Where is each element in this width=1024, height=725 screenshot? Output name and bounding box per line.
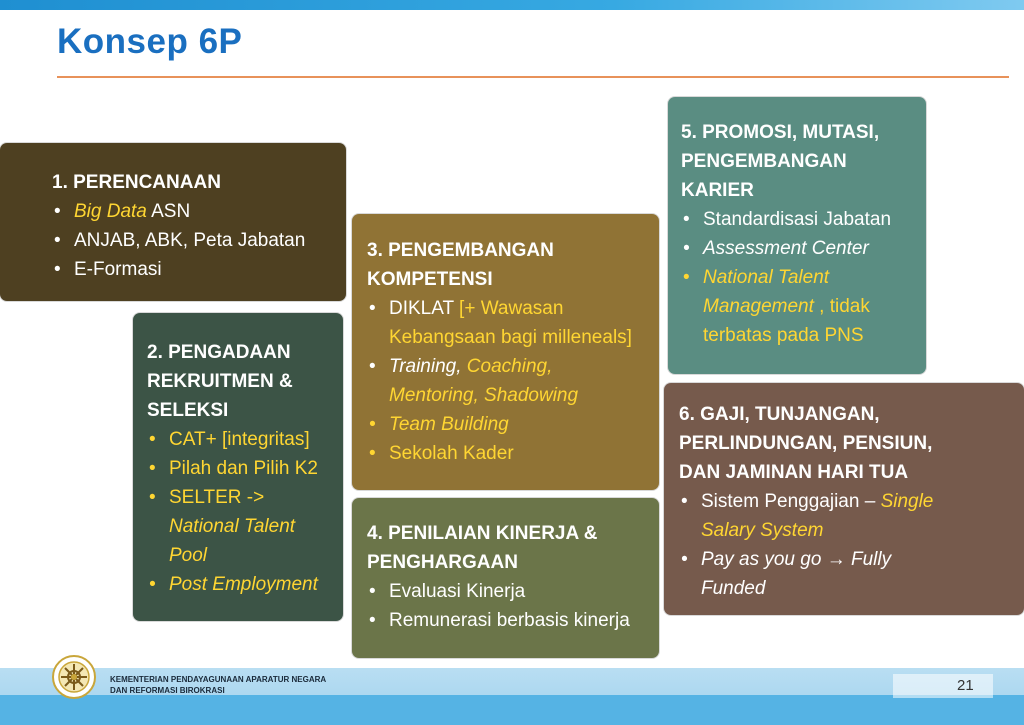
heading-line: KARIER — [681, 180, 754, 201]
ministry-line: KEMENTERIAN PENDAYAGUNAAN APARATUR NEGARA — [110, 675, 327, 684]
ministry-logo-icon — [52, 655, 96, 699]
list-item — [52, 197, 346, 226]
list-item: • Remunerasi berbasis kinerja — [367, 606, 659, 635]
list-item — [367, 294, 659, 352]
highlight-text: Mentoring, Shadowing — [389, 385, 579, 406]
highlight-text: Coaching, — [466, 356, 553, 377]
top-accent-bar — [0, 0, 1024, 10]
list-item: • Pilah dan Pilih K2 — [147, 454, 343, 483]
heading-line: PERLINDUNGAN, PENSIUN, — [679, 433, 933, 454]
box-heading — [147, 338, 343, 425]
item-text: Pool — [169, 545, 208, 566]
box-heading — [367, 236, 659, 294]
heading-line: 3. PENGEMBANGAN — [367, 240, 554, 261]
bullet-list — [52, 197, 346, 284]
bullet-list — [679, 487, 1024, 603]
list-item — [679, 487, 1024, 545]
heading-line: 2. PENGADAAN — [147, 342, 291, 363]
heading-line: 5. PROMOSI, MUTASI, — [681, 122, 880, 143]
list-item — [147, 483, 343, 570]
item-text: terbatas pada PNS — [703, 325, 864, 346]
heading-line: KOMPETENSI — [367, 269, 493, 290]
list-item: • E-Formasi — [52, 255, 346, 284]
highlight-text: Management — [703, 296, 814, 317]
box-pengembangan-kompetensi — [352, 214, 659, 490]
list-item — [681, 263, 926, 350]
highlight-text: • National Talent — [703, 267, 830, 288]
list-item: • Post Employment — [147, 570, 343, 599]
list-item: • ANJAB, ABK, Peta Jabatan — [52, 226, 346, 255]
heading-line: PENGHARGAAN — [367, 552, 518, 573]
list-item — [679, 545, 1024, 603]
bullet-list — [147, 425, 343, 599]
list-item: • Evaluasi Kinerja — [367, 577, 659, 606]
ministry-line: DAN REFORMASI BIROKRASI — [110, 686, 225, 695]
heading-line: REKRUITMEN & — [147, 371, 293, 392]
title-divider — [57, 76, 1009, 78]
list-item: • Sekolah Kader — [367, 439, 659, 468]
page-number: 21 — [957, 677, 974, 694]
item-text: Pay as you go — [701, 549, 827, 570]
item-text: Sistem Penggajian – — [701, 491, 881, 512]
box-heading — [679, 400, 1024, 487]
item-text: National Talent — [169, 516, 296, 537]
box-perencanaan — [0, 143, 346, 301]
heading-line: 6. GAJI, TUNJANGAN, — [679, 404, 880, 425]
box-heading — [367, 519, 659, 577]
item-text: Funded — [701, 578, 766, 599]
list-item: • Standardisasi Jabatan — [681, 205, 926, 234]
heading-line: DAN JAMINAN HARI TUA — [679, 462, 909, 483]
list-item: • CAT+ [integritas] — [147, 425, 343, 454]
box-pengadaan — [133, 313, 343, 621]
box-promosi-mutasi — [668, 97, 926, 374]
item-text: • SELTER -> — [169, 487, 265, 508]
bullet-list — [367, 294, 659, 468]
bullet-list — [681, 205, 926, 350]
arrow-icon: → — [826, 549, 846, 570]
box-heading — [681, 118, 926, 205]
box-heading: 1. PERENCANAAN — [52, 172, 221, 193]
item-text: Training, — [389, 356, 462, 377]
item-text: ASN — [146, 201, 191, 222]
page-number-panel — [893, 674, 993, 698]
ministry-name — [110, 674, 326, 696]
item-text: , tidak — [813, 296, 870, 317]
item-text: DIKLAT — [389, 298, 454, 319]
list-item: • Team Building — [367, 410, 659, 439]
highlight-text: Kebangsaan bagi milleneals] — [389, 327, 632, 348]
heading-line: SELEKSI — [147, 400, 229, 421]
highlight-text: Salary System — [701, 520, 824, 541]
heading-line: 4. PENILAIAN KINERJA & — [367, 523, 598, 544]
box-gaji-tunjangan — [664, 383, 1024, 615]
bullet-list — [367, 577, 659, 635]
highlight-text: Single — [880, 491, 934, 512]
heading-line: PENGEMBANGAN — [681, 151, 847, 172]
list-item — [367, 352, 659, 410]
highlight-text: Big Data — [74, 201, 147, 222]
item-text: Fully — [850, 549, 892, 570]
highlight-text: [+ Wawasan — [459, 298, 564, 319]
list-item: • Assessment Center — [681, 234, 926, 263]
slide-title: Konsep 6P — [57, 22, 243, 61]
box-penilaian-kinerja — [352, 498, 659, 658]
